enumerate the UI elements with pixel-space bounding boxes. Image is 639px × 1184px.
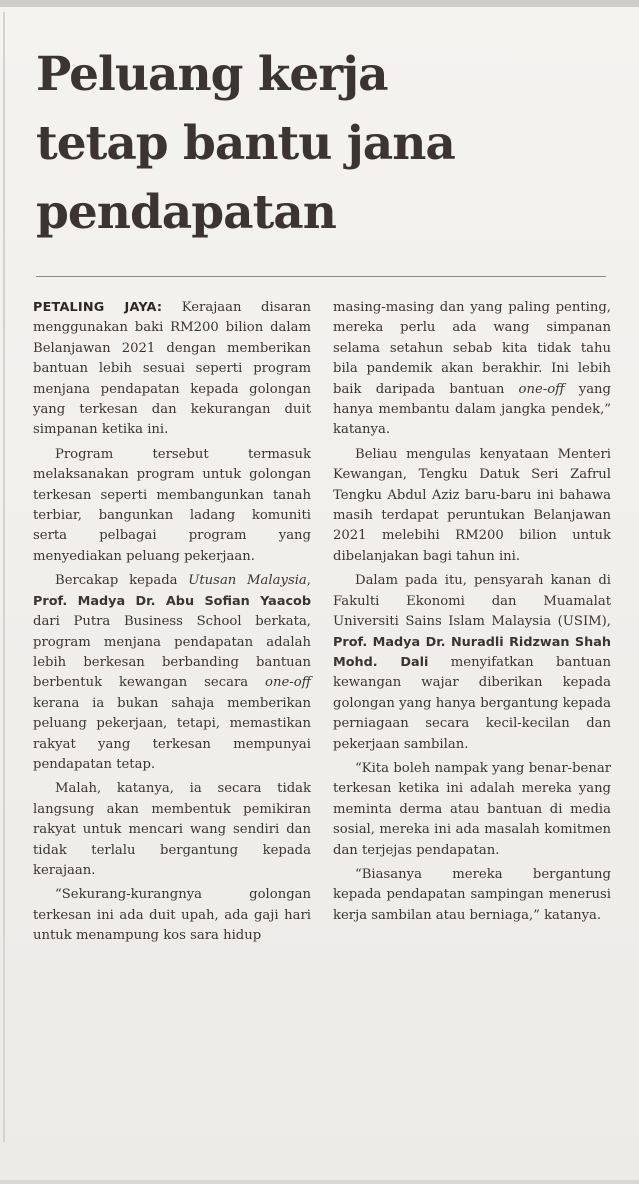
- paragraph-8-text-a: Dalam pada itu, pensyarah kanan di Fakulti Ekonomi dan Muamalat Universiti Sains Islam Malaysia (USIM),: [333, 573, 611, 630]
- headline-divider: [36, 276, 606, 277]
- paragraph-6: [333, 298, 611, 441]
- paragraph-3-text-d: kerana ia bukan sahaja memberikan peluang pekerjaan, tetapi, memastikan rakyat yang terkesan mempunyai pendapatan tetap.: [33, 695, 311, 772]
- publication-name: Utusan Malaysia: [188, 573, 307, 589]
- paragraph-6-text-b: yang hanya membantu dalam jangka pendek,” katanya.: [333, 381, 611, 438]
- paragraph-2: Program tersebut termasuk melaksanakan program untuk golongan terkesan seperti membangunkan tanah terbiar, bangunkan ladang komuniti serta pelbagai program yang menyediakan peluang pekerjaan.: [33, 446, 311, 564]
- one-off-term-2: one-off: [518, 381, 565, 397]
- paragraph-3-text-b: ,: [306, 573, 311, 589]
- left-margin-rule: [3, 12, 5, 1142]
- one-off-term-1: one-off: [265, 675, 311, 691]
- paragraph-6-text-a: masing-masing dan yang paling penting, mereka perlu ada wang simpanan selama setahun sebab kita tidak tahu bila pandemik akan berakhir. Ini lebih baik daripada bantuan: [333, 300, 611, 397]
- article-column-left: [33, 298, 311, 951]
- headline-line-2: tetap bantu jana: [36, 116, 455, 171]
- headline: [36, 40, 616, 247]
- paragraph-3: [33, 571, 311, 775]
- dateline: PETALING JAYA:: [33, 300, 163, 315]
- top-border: [0, 0, 639, 7]
- paragraph-9: “Kita boleh nampak yang benar-benar terkesan ketika ini adalah mereka yang meminta derma atau bantuan di media sosial, mereka ini ada masalah komitmen dan terjejas pendapatan.: [333, 760, 611, 858]
- paragraph-3-text-c: dari Putra Business School berkata, program menjana pendapatan adalah lebih berkesan berbanding bantuan berbentuk kewangan secara: [33, 614, 311, 691]
- source-name-2: Prof. Madya Dr. Nuradli Ridzwan Shah Mohd. Dali: [333, 634, 611, 670]
- paragraph-7: Beliau mengulas kenyataan Menteri Kewangan, Tengku Datuk Seri Zafrul Tengku Abdul Aziz baru-baru ini bahawa masih terdapat peruntukan Belanjawan 2021 melebihi RM200 bilion untuk dibelanjakan bagi tahun ini.: [333, 446, 611, 564]
- paragraph-10: “Biasanya mereka bergantung kepada pendapatan sampingan menerusi kerja sambilan atau berniaga,” katanya.: [333, 866, 611, 923]
- paragraph-8-text-b: menyifatkan bantuan kewangan wajar diberikan kepada golongan yang hanya bergantung kepada perniagaan secara kecil-kecilan dan pekerjaan sambilan.: [333, 654, 611, 752]
- paragraph-3-text-a: Bercakap kepada: [55, 573, 189, 589]
- paragraph-4: Malah, katanya, ia secara tidak langsung akan membentuk pemikiran rakyat untuk mencari wang sendiri dan tidak terlalu bergantung kepada kerajaan.: [33, 781, 311, 878]
- source-name-1: Prof. Madya Dr. Abu Sofian Yaacob: [33, 593, 311, 609]
- paragraph-1: [33, 298, 311, 441]
- article-column-right: [333, 298, 611, 930]
- paragraph-1-text: Kerajaan disaran menggunakan baki RM200 bilion dalam Belanjawan 2021 dengan memberikan bantuan lebih sesuai seperti program menjana pendapatan kepada golongan yang terkesan dan kekurangan duit simpanan ketika ini.: [33, 300, 311, 438]
- headline-line-3: pendapatan: [36, 185, 336, 240]
- headline-line-1: Peluang kerja: [36, 47, 388, 102]
- paragraph-8: [333, 571, 611, 755]
- bottom-border: [0, 1180, 639, 1184]
- paragraph-5: “Sekurang-kurangnya golongan terkesan ini ada duit upah, ada gaji hari untuk menampung kos sara hidup: [33, 887, 311, 944]
